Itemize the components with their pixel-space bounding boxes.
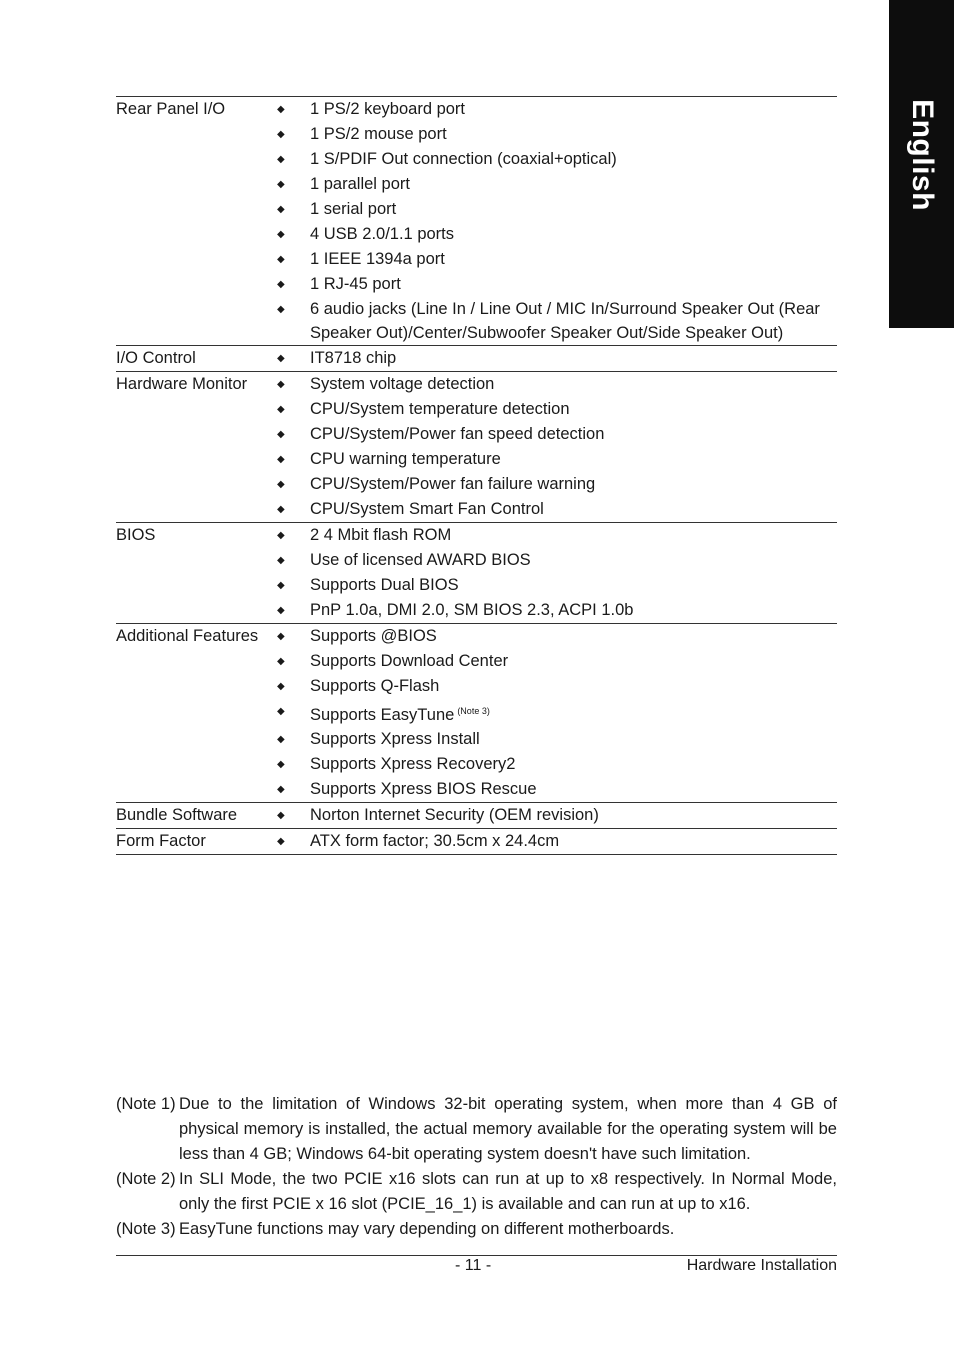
spec-item-text [310, 548, 837, 573]
spec-item-value: CPU/System/Power fan speed detection [310, 425, 605, 443]
spec-item-text [310, 297, 837, 345]
spec-item-value: 1 S/PDIF Out connection (coaxial+optical) [310, 150, 617, 168]
diamond-bullet-icon: ◆ [277, 429, 285, 440]
spec-item-text [310, 372, 837, 397]
spec-item-text [310, 422, 837, 447]
spec-item-value: Supports @BIOS [310, 627, 437, 645]
spec-item [276, 422, 837, 447]
spec-item [276, 699, 837, 727]
spec-item-text [310, 829, 837, 854]
spec-item-value: Supports Xpress BIOS Rescue [310, 780, 537, 798]
spec-item-text [310, 222, 837, 247]
spec-item-list [276, 372, 837, 522]
spec-item-value: System voltage detection [310, 375, 495, 393]
spec-item [276, 372, 837, 397]
spec-section [116, 829, 837, 855]
spec-item-text [310, 122, 837, 147]
notes [116, 1092, 837, 1242]
spec-item-list [276, 97, 837, 345]
spec-item [276, 649, 837, 674]
spec-item [276, 497, 837, 522]
footnote-text: In SLI Mode, the two PCIE x16 slots can run at up to x8 respectively. In Normal Mode, only the first PCIE x 16 slot (PCIE_16_1) is available and can run at up to x16. [179, 1170, 837, 1213]
diamond-bullet-icon: ◆ [277, 454, 285, 465]
spec-item-text [310, 573, 837, 598]
spec-item-text [310, 598, 837, 623]
spec-item-text [310, 727, 837, 752]
spec-item-value: 1 IEEE 1394a port [310, 250, 445, 268]
spec-item [276, 346, 837, 371]
spec-item-text [310, 147, 837, 172]
diamond-bullet-icon: ◆ [277, 404, 285, 415]
footnote-text: EasyTune functions may vary depending on different motherboards. [179, 1220, 675, 1238]
spec-item [276, 548, 837, 573]
spec-item-text [310, 523, 837, 548]
spec-item-value: PnP 1.0a, DMI 2.0, SM BIOS 2.3, ACPI 1.0b [310, 601, 634, 619]
diamond-bullet-icon: ◆ [277, 555, 285, 566]
diamond-bullet-icon: ◆ [277, 479, 285, 490]
spec-section [116, 523, 837, 624]
diamond-bullet-icon: ◆ [277, 104, 285, 115]
spec-item-text [310, 472, 837, 497]
diamond-bullet-icon: ◆ [277, 129, 285, 140]
spec-item-list [276, 829, 837, 854]
diamond-bullet-icon: ◆ [277, 681, 285, 692]
spec-section [116, 803, 837, 829]
diamond-bullet-icon: ◆ [277, 706, 285, 717]
footnote [116, 1217, 837, 1242]
spec-item-value: 1 PS/2 keyboard port [310, 100, 466, 118]
diamond-bullet-icon: ◆ [277, 229, 285, 240]
spec-section-label: Additional Features [116, 627, 259, 645]
diamond-bullet-icon: ◆ [277, 605, 285, 616]
spec-item-value: Supports EasyTune [310, 706, 455, 724]
spec-item-value: CPU/System Smart Fan Control [310, 500, 544, 518]
spec-item-value: 1 RJ-45 port [310, 275, 401, 293]
spec-table [116, 96, 837, 855]
spec-item-value: 1 serial port [310, 200, 397, 218]
spec-item [276, 447, 837, 472]
spec-item [276, 272, 837, 297]
spec-item-value: Supports Q-Flash [310, 677, 440, 695]
spec-item [276, 523, 837, 548]
spec-item [276, 472, 837, 497]
footnote [116, 1167, 837, 1217]
diamond-bullet-icon: ◆ [277, 179, 285, 190]
spec-section [116, 372, 837, 523]
diamond-bullet-icon: ◆ [277, 810, 285, 821]
spec-item-text [310, 172, 837, 197]
footnote [116, 1092, 837, 1167]
spec-item-text [310, 272, 837, 297]
spec-section [116, 97, 837, 346]
spec-item-value: 1 parallel port [310, 175, 410, 193]
spec-item-list [276, 346, 837, 371]
spec-item-list [276, 803, 837, 828]
spec-item [276, 573, 837, 598]
diamond-bullet-icon: ◆ [277, 154, 285, 165]
spec-item [276, 247, 837, 272]
footer [116, 1255, 837, 1280]
spec-item-value: Use of licensed AWARD BIOS [310, 551, 531, 569]
spec-item-text [310, 674, 837, 699]
spec-item-value: 6 audio jacks (Line In / Line Out / MIC In/Surround Speaker Out (Rear Speaker Out)/Center/Subwoofer Speaker Out/Side Speaker Out) [310, 300, 820, 342]
spec-item-text [310, 649, 837, 674]
spec-item-text [310, 752, 837, 777]
spec-item-value: 2 4 Mbit flash ROM [310, 526, 452, 544]
spec-item-value: 1 PS/2 mouse port [310, 125, 447, 143]
spec-section-label: I/O Control [116, 349, 196, 367]
spec-item [276, 829, 837, 854]
diamond-bullet-icon: ◆ [277, 504, 285, 515]
diamond-bullet-icon: ◆ [277, 530, 285, 541]
spec-item [276, 624, 837, 649]
diamond-bullet-icon: ◆ [277, 836, 285, 847]
diamond-bullet-icon: ◆ [277, 656, 285, 667]
spec-item-value: Norton Internet Security (OEM revision) [310, 806, 599, 824]
page-number: - 11 - [455, 1257, 492, 1274]
spec-item [276, 197, 837, 222]
spec-section [116, 624, 837, 803]
spec-item [276, 297, 837, 345]
spec-item [276, 803, 837, 828]
spec-item-value: Supports Dual BIOS [310, 576, 459, 594]
diamond-bullet-icon: ◆ [277, 204, 285, 215]
spec-item-value: ATX form factor; 30.5cm x 24.4cm [310, 832, 560, 850]
spec-item [276, 97, 837, 122]
footnote-tag: (Note 3) [116, 1220, 176, 1238]
language-tab-label: English [905, 99, 939, 211]
spec-item-text [310, 803, 837, 828]
spec-item [276, 727, 837, 752]
spec-section-label: BIOS [116, 526, 156, 544]
spec-item-text [310, 777, 837, 802]
spec-section-label: Form Factor [116, 832, 206, 850]
spec-item [276, 598, 837, 623]
spec-item-text [310, 624, 837, 649]
spec-item-text [310, 247, 837, 272]
spec-section-label: Bundle Software [116, 806, 238, 824]
spec-item-value: Supports Download Center [310, 652, 509, 670]
diamond-bullet-icon: ◆ [277, 580, 285, 591]
spec-section-label: Rear Panel I/O [116, 100, 226, 118]
diamond-bullet-icon: ◆ [277, 279, 285, 290]
spec-item-value: CPU warning temperature [310, 450, 501, 468]
diamond-bullet-icon: ◆ [277, 734, 285, 745]
language-tab [889, 0, 954, 328]
spec-section [116, 346, 837, 372]
spec-item [276, 397, 837, 422]
spec-item [276, 222, 837, 247]
note-reference: (Note 3) [457, 706, 490, 716]
spec-item-text [310, 699, 837, 727]
footnote-tag: (Note 2) [116, 1170, 176, 1188]
spec-item [276, 147, 837, 172]
footnote-tag: (Note 1) [116, 1095, 176, 1113]
spec-item [276, 674, 837, 699]
spec-item [276, 752, 837, 777]
spec-item-list [276, 624, 837, 802]
diamond-bullet-icon: ◆ [277, 379, 285, 390]
spec-item-text [310, 197, 837, 222]
spec-item-text [310, 447, 837, 472]
diamond-bullet-icon: ◆ [277, 254, 285, 265]
spec-item-text [310, 346, 837, 371]
spec-item [276, 172, 837, 197]
footer-section-title: Hardware Installation [686, 1257, 837, 1274]
spec-item-value: 4 USB 2.0/1.1 ports [310, 225, 454, 243]
spec-section-label: Hardware Monitor [116, 375, 248, 393]
spec-item-text [310, 97, 837, 122]
spec-item-text [310, 397, 837, 422]
spec-item-value: CPU/System temperature detection [310, 400, 570, 418]
diamond-bullet-icon: ◆ [277, 631, 285, 642]
diamond-bullet-icon: ◆ [277, 784, 285, 795]
spec-item [276, 777, 837, 802]
footnote-text: Due to the limitation of Windows 32-bit operating system, when more than 4 GB of physical memory is installed, the actual memory available for the operating system will be less than 4 GB; Windows 64-bit operating system doesn't have such limitation. [179, 1095, 837, 1163]
spec-item-list [276, 523, 837, 623]
diamond-bullet-icon: ◆ [277, 353, 285, 364]
spec-item-value: IT8718 chip [310, 349, 397, 367]
diamond-bullet-icon: ◆ [277, 304, 285, 315]
spec-item-value: Supports Xpress Recovery2 [310, 755, 516, 773]
spec-item-text [310, 497, 837, 522]
spec-item-value: CPU/System/Power fan failure warning [310, 475, 596, 493]
spec-item [276, 122, 837, 147]
spec-item-value: Supports Xpress Install [310, 730, 480, 748]
diamond-bullet-icon: ◆ [277, 759, 285, 770]
